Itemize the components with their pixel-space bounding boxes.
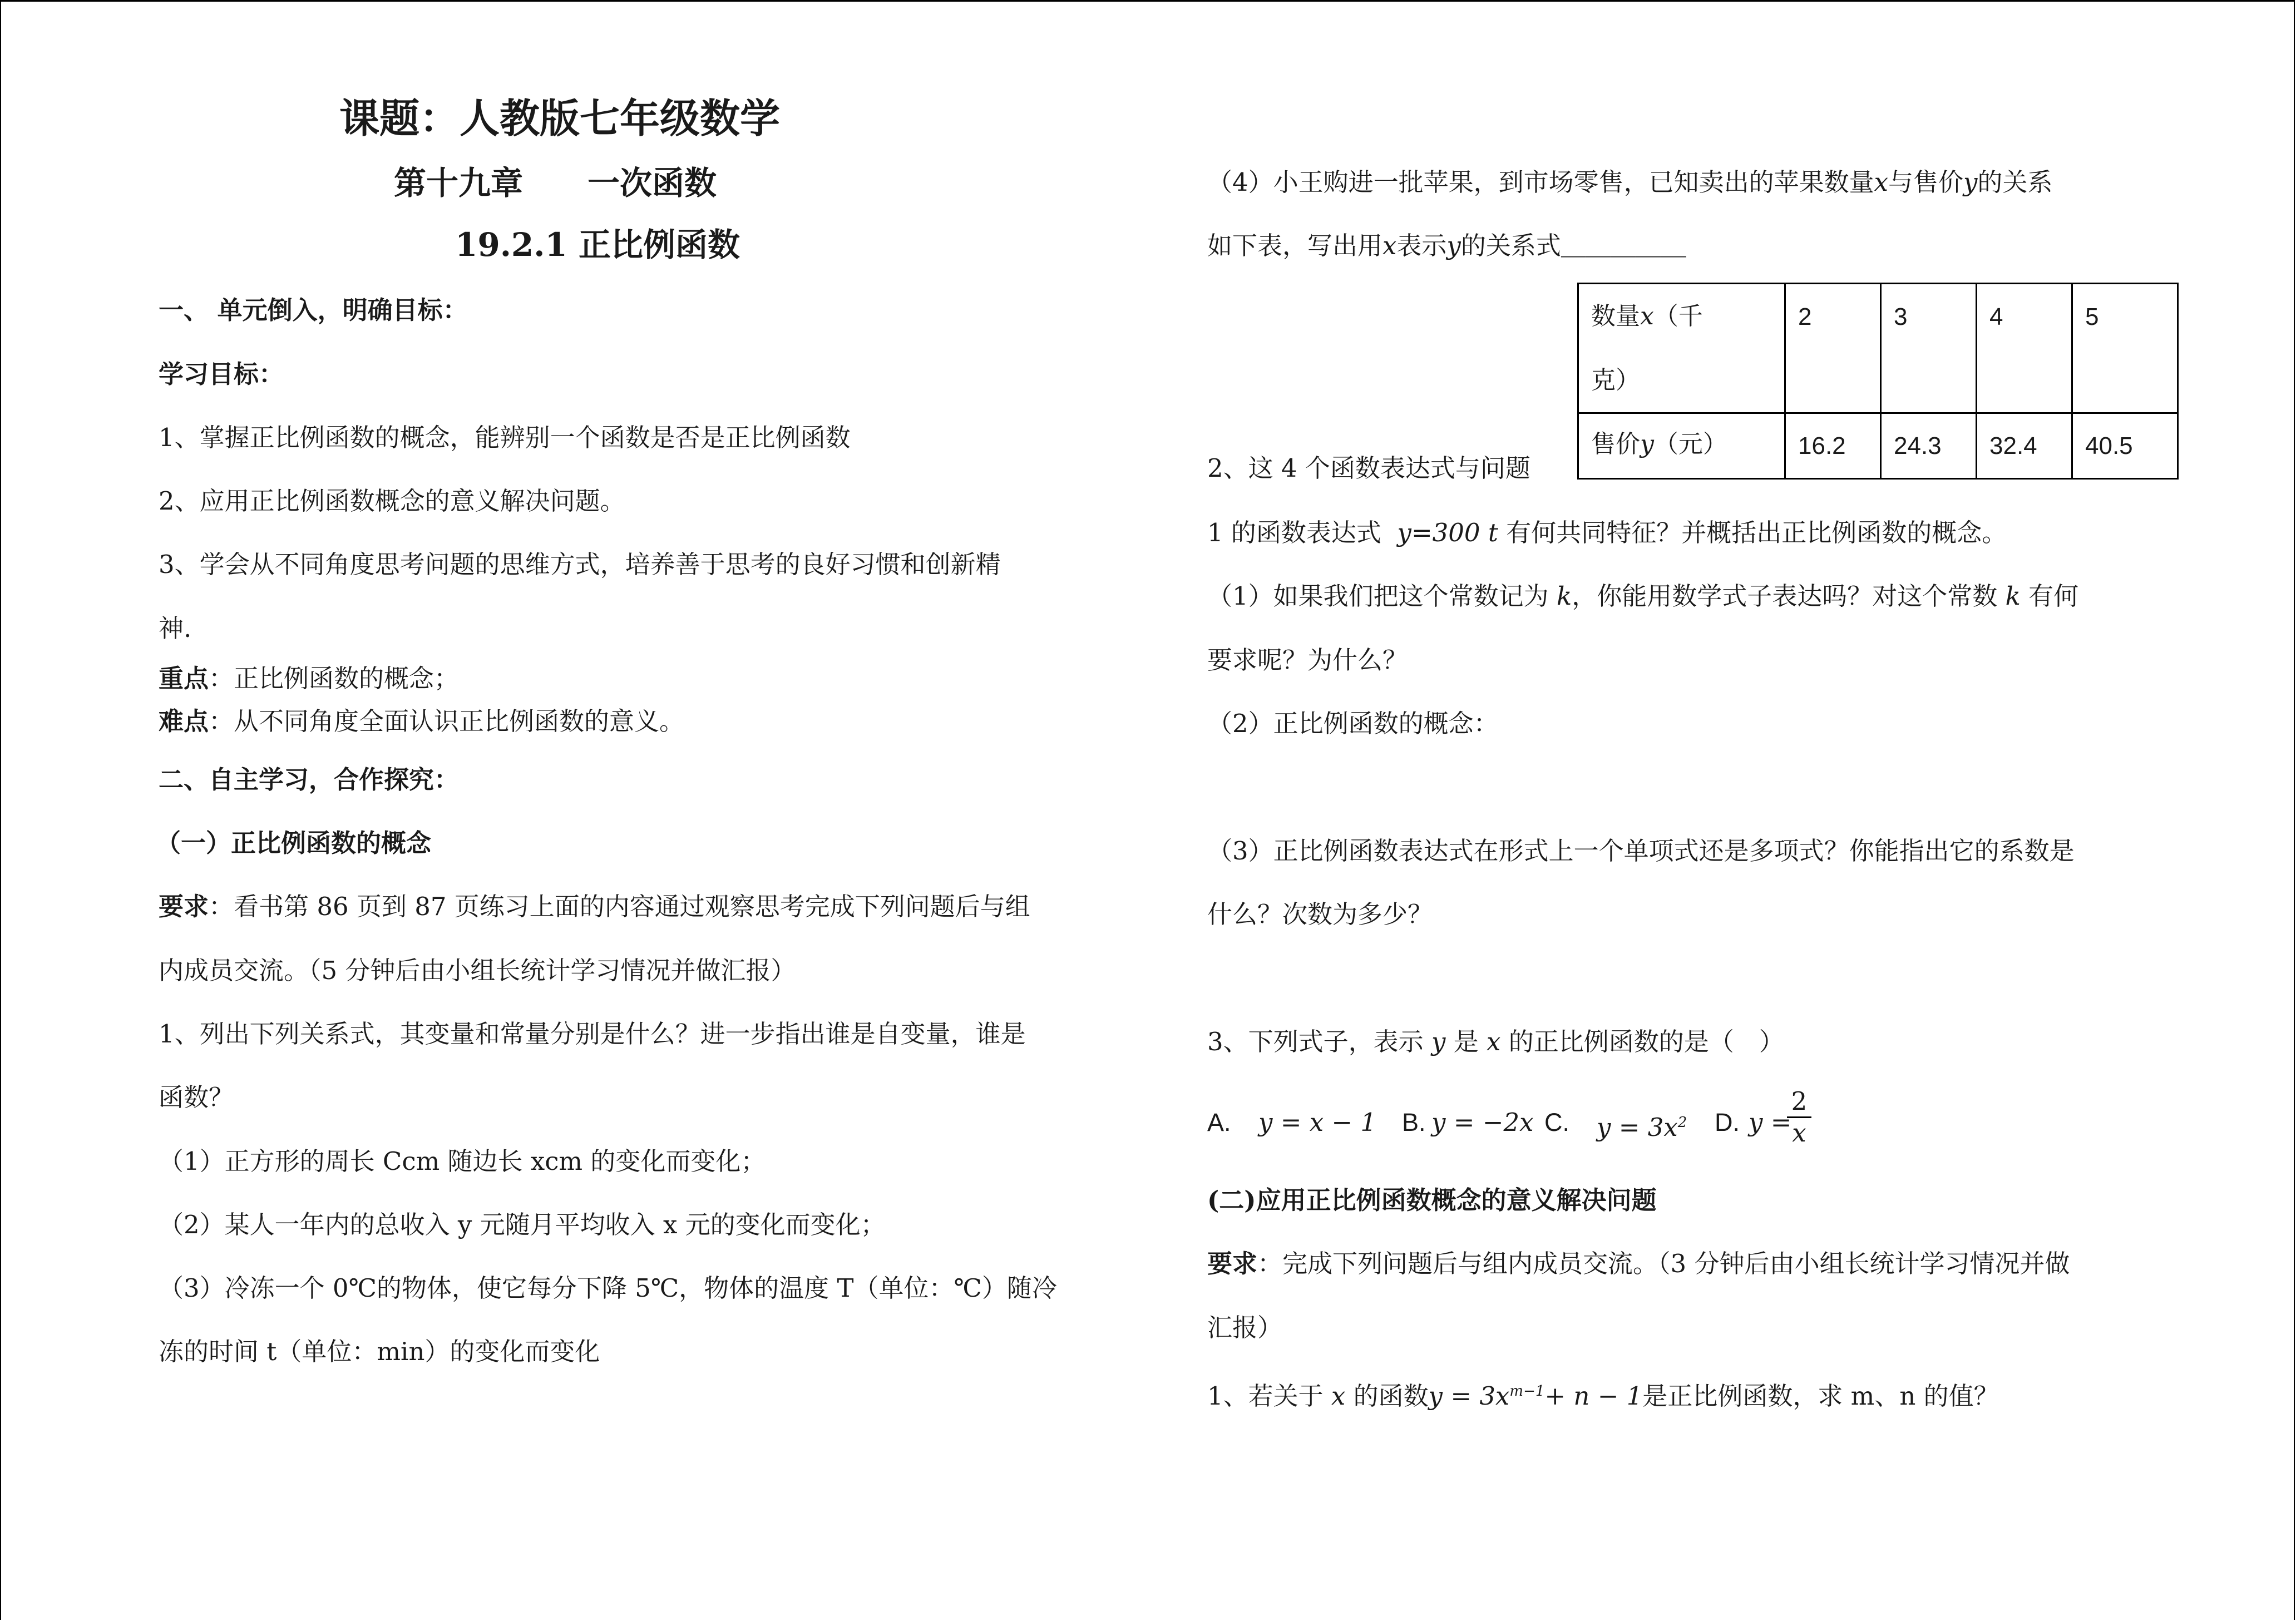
q2-text: 有何共同特征？并概括出正比例函数的概念。	[1506, 518, 2007, 547]
quantity-cell: 5	[2072, 284, 2178, 413]
var-x: x	[1487, 1027, 1501, 1056]
q4-text: 表示	[1396, 231, 1447, 260]
quantity-cell: 2	[1785, 284, 1881, 413]
p1-text: 1、若关于	[1207, 1381, 1324, 1411]
question1-line2: 函数？	[159, 1083, 234, 1112]
price-cell: 32.4	[1977, 413, 2072, 479]
requirement2-line2: 汇报）	[1207, 1313, 1283, 1342]
goal-2: 2、应用正比例函数概念的意义解决问题。	[159, 486, 625, 516]
quantity-cell: 4	[1977, 284, 2072, 413]
question2-item2: （2）正比例函数的概念：	[1207, 709, 1499, 738]
formula-y-300t: y=300 t	[1397, 518, 1498, 547]
requirement-line1	[159, 890, 1030, 923]
question1-item3-line2: 冻的时间 t（单位：min）的变化而变化	[159, 1337, 600, 1366]
key-label: 重点	[159, 664, 209, 693]
question3	[1207, 1025, 1784, 1059]
problem1	[1207, 1375, 1999, 1413]
p1-formula-base: y = 3x	[1428, 1381, 1510, 1411]
option-c-label: C.	[1544, 1108, 1569, 1136]
requirement-text: ：看书第 86 页到 87 页练习上面的内容通过观察思考完成下列问题后与组	[209, 892, 1030, 921]
question2-item3-line2: 什么？次数为多少？	[1207, 900, 1433, 929]
goals-heading: 学习目标：	[159, 359, 284, 389]
course-title: 课题：人教版七年级数学	[339, 95, 781, 142]
p1-text: 的函数	[1353, 1381, 1429, 1411]
requirement2-text: ：完成下列问题后与组内成员交流。（3 分钟后由小组长统计学习情况并做	[1257, 1249, 2070, 1278]
q2-text: 1 的函数表达式	[1207, 518, 1381, 547]
part2-heading: 二、自主学习，合作探究：	[159, 765, 460, 794]
option-c-base: y = 3x	[1597, 1113, 1678, 1142]
difficulty-point	[159, 705, 684, 738]
option-d-label: D.	[1715, 1108, 1740, 1136]
requirement2-label: 要求	[1207, 1249, 1258, 1278]
sub1-heading: （一）正比例函数的概念	[156, 828, 432, 858]
goal-3-line1: 3、学会从不同角度思考问题的思维方式，培养善于思考的良好习惯和创新精	[159, 550, 1001, 579]
q4-text: 如下表，写出用	[1207, 231, 1383, 260]
quantity-unit-b: 克）	[1591, 366, 1640, 394]
question4-line2	[1207, 229, 1686, 263]
question4-line1	[1207, 166, 2053, 199]
var-x: x	[1382, 231, 1397, 260]
requirement-label: 要求	[159, 892, 209, 921]
table-row	[1578, 284, 2178, 413]
sub2-heading: (二)应用正比例函数概念的意义解决问题	[1207, 1185, 1657, 1215]
var-x: x	[1331, 1381, 1346, 1411]
question1-item3-line1: （3）冷冻一个 0℃的物体，使它每分下降 5℃，物体的温度 T（单位：℃）随冷	[159, 1273, 1057, 1303]
question2-item3-line1: （3）正比例函数表达式在形式上一个单项式还是多项式？你能指出它的系数是	[1207, 836, 2075, 866]
price-cell: 16.2	[1785, 413, 1881, 479]
price-header	[1578, 413, 1785, 479]
option-c-expr	[1597, 1106, 1687, 1144]
q4-text: 的关系	[1977, 167, 2053, 197]
question1-item2: （2）某人一年内的总收入 y 元随月平均收入 x 元的变化而变化；	[159, 1210, 886, 1239]
difficulty-text: ：从不同角度全面认识正比例函数的意义。	[209, 706, 685, 736]
var-x: x	[1874, 167, 1889, 197]
chapter-title: 第十九章 一次函数	[394, 164, 717, 202]
p1-text: 是正比例函数，求 m、n 的值？	[1642, 1381, 1999, 1411]
option-d-fraction	[1787, 1088, 1811, 1147]
q3-text: 的正比例函数的是（ ）	[1508, 1027, 1784, 1056]
option-b-expr: y = −2x	[1431, 1108, 1534, 1137]
var-y: y	[1640, 430, 1654, 458]
option-d-lhs: y =	[1749, 1108, 1792, 1137]
q3-text: 是	[1453, 1027, 1479, 1056]
q4-text: （4）小王购进一批苹果，到市场零售，已知卖出的苹果数量	[1207, 167, 1874, 197]
q4-text: 与售价	[1888, 167, 1964, 197]
p1-formula-tail: + n − 1	[1544, 1381, 1643, 1411]
table-row	[1578, 413, 2178, 479]
var-y: y	[1446, 231, 1461, 260]
question2-line2	[1207, 516, 2007, 550]
fraction-numerator: 2	[1791, 1086, 1808, 1116]
requirement-line2: 内成员交流。（5 分钟后由小组长统计学习情况并做汇报）	[159, 956, 796, 985]
key-text: ：正比例函数的概念；	[209, 664, 460, 693]
quantity-label: 数量	[1591, 302, 1640, 330]
price-cell: 24.3	[1881, 413, 1977, 479]
q2-text: ，你能用数学式子表达吗？对这个常数	[1572, 581, 1998, 611]
question2-line1: 2、这 4 个函数表达式与问题	[1207, 453, 1530, 483]
var-y: y	[1963, 167, 1978, 197]
quantity-cell: 3	[1881, 284, 1977, 413]
q4-text: 的关系式＿＿＿＿＿	[1460, 231, 1686, 260]
quantity-header	[1578, 284, 1785, 413]
var-y: y	[1431, 1027, 1446, 1056]
q2-text: 有何	[2028, 581, 2079, 611]
question1-item1: （1）正方形的周长 Ccm 随边长 xcm 的变化而变化；	[159, 1146, 766, 1176]
price-label: 售价	[1591, 430, 1640, 458]
difficulty-label: 难点	[159, 706, 209, 736]
price-cell: 40.5	[2072, 413, 2178, 479]
price-unit: （元）	[1653, 430, 1727, 458]
question1-line1: 1、列出下列关系式，其变量和常量分别是什么？进一步指出谁是自变量，谁是	[159, 1019, 1026, 1049]
requirement2-line1	[1207, 1247, 2070, 1281]
quantity-unit-a: （千	[1653, 302, 1703, 330]
goal-1: 1、掌握正比例函数的概念，能辨别一个函数是否是正比例函数	[159, 423, 851, 452]
q2-text: （1）如果我们把这个常数记为	[1207, 581, 1549, 611]
var-k: k	[2005, 581, 2021, 611]
option-a-label: A.	[1207, 1108, 1231, 1136]
question2-item1-line2: 要求呢？为什么？	[1207, 645, 1408, 675]
option-b-label: B.	[1402, 1108, 1426, 1136]
option-a-expr: y = x − 1	[1258, 1108, 1377, 1137]
q3-text: 3、下列式子，表示	[1207, 1027, 1424, 1056]
fraction-denominator: x	[1792, 1118, 1806, 1148]
key-point	[159, 662, 459, 695]
section-title: 19.2.1 正比例函数	[455, 226, 740, 264]
option-c-exponent: 2	[1677, 1114, 1687, 1131]
p1-formula-exponent: m−1	[1509, 1383, 1545, 1400]
apple-price-table	[1577, 283, 2179, 480]
var-k: k	[1556, 581, 1572, 611]
goal-3-line2: 神.	[159, 614, 192, 643]
question2-item1-line1	[1207, 580, 2078, 613]
var-x: x	[1640, 302, 1654, 330]
part1-heading: 一、 单元倒入，明确目标：	[159, 295, 468, 325]
